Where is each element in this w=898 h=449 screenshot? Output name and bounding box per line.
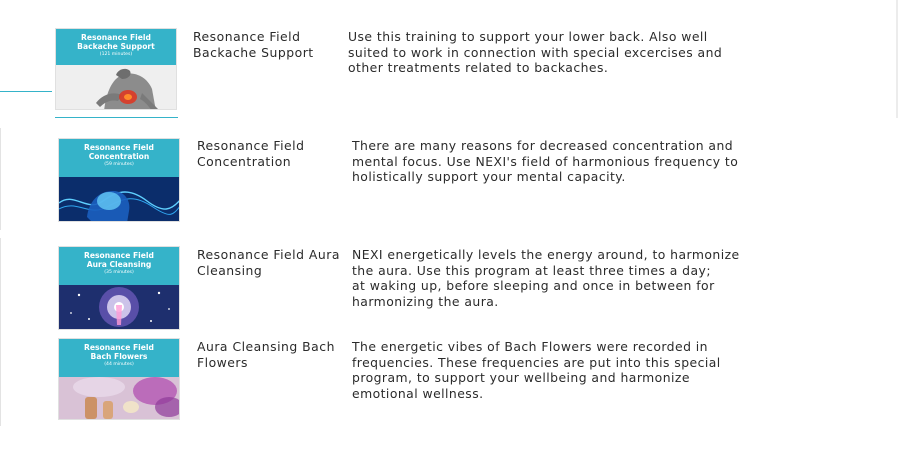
description-line: at waking up, before sleeping and once in between for xyxy=(352,278,715,294)
program-description xyxy=(348,29,722,76)
thumbnail-duration: (121 minutes) xyxy=(99,52,133,57)
thumbnail-title-line-2: Concentration xyxy=(88,152,150,161)
aura-image xyxy=(59,285,180,330)
description-line: NEXI energetically levels the energy around, to harmonize xyxy=(352,247,740,262)
bach-flowers-image xyxy=(59,377,180,420)
thumbnail-title-line-1: Resonance Field xyxy=(84,343,154,352)
thumbnail-header xyxy=(59,339,179,377)
left-border-line xyxy=(0,238,1,426)
thumbnail-header xyxy=(59,139,179,177)
description-line: the aura. Use this program at least three times a day; xyxy=(352,262,711,278)
thumbnail-header xyxy=(56,29,176,65)
program-name: Resonance Field Aura Cleansing xyxy=(197,247,340,278)
thumbnail-title-line-1: Resonance Field xyxy=(81,33,151,42)
thumbnail-title-line-1: Resonance Field xyxy=(84,251,154,260)
program-description xyxy=(352,247,740,309)
left-border-line xyxy=(0,128,1,230)
thumbnail-title-line-1: Resonance Field xyxy=(84,143,154,152)
program-thumbnail-aura-cleansing[interactable] xyxy=(58,246,180,330)
description-line: suited to work in connection with special excercises and xyxy=(348,44,723,60)
program-name: Aura Cleansing Bach Flowers xyxy=(197,339,335,370)
description-line: emotional wellness. xyxy=(352,385,484,401)
accent-rule-left xyxy=(0,91,52,92)
program-description xyxy=(352,138,738,185)
program-thumbnail-backache[interactable] xyxy=(55,28,177,110)
thumbnail-title-line-2: Backache Support xyxy=(77,42,155,51)
program-thumbnail-concentration[interactable] xyxy=(58,138,180,222)
description-line: The energetic vibes of Bach Flowers were recorded in xyxy=(352,339,708,354)
program-name: Resonance Field Backache Support xyxy=(193,29,314,60)
description-line: mental focus. Use NEXI's field of harmonious frequency to xyxy=(352,153,739,169)
program-thumbnail-bach-flowers[interactable] xyxy=(58,338,180,420)
thumbnail-title-line-2: Bach Flowers xyxy=(90,352,148,361)
backache-image xyxy=(56,65,177,110)
brain-waves-image xyxy=(59,177,180,222)
thumbnail-duration: (44 minutes) xyxy=(104,362,134,367)
description-line: holistically support your mental capacity. xyxy=(352,169,626,185)
program-description xyxy=(352,339,721,401)
description-line: There are many reasons for decreased concentration and xyxy=(352,138,734,153)
thumbnail-title-line-2: Aura Cleansing xyxy=(86,260,152,269)
description-line: Use this training to support your lower back. Also well xyxy=(348,29,708,44)
accent-rule-under-thumbnail xyxy=(55,117,178,118)
program-name: Resonance Field Concentration xyxy=(197,138,305,169)
thumbnail-duration: (35 minutes) xyxy=(104,270,134,275)
description-line: harmonizing the aura. xyxy=(352,293,499,309)
thumbnail-header xyxy=(59,247,179,285)
description-line: other treatments related to backaches. xyxy=(348,60,609,76)
description-line: frequencies. These frequencies are put into this special xyxy=(352,354,721,370)
description-line: program, to support your wellbeing and harmonize xyxy=(352,370,690,386)
thumbnail-duration: (59 minutes) xyxy=(104,162,134,167)
